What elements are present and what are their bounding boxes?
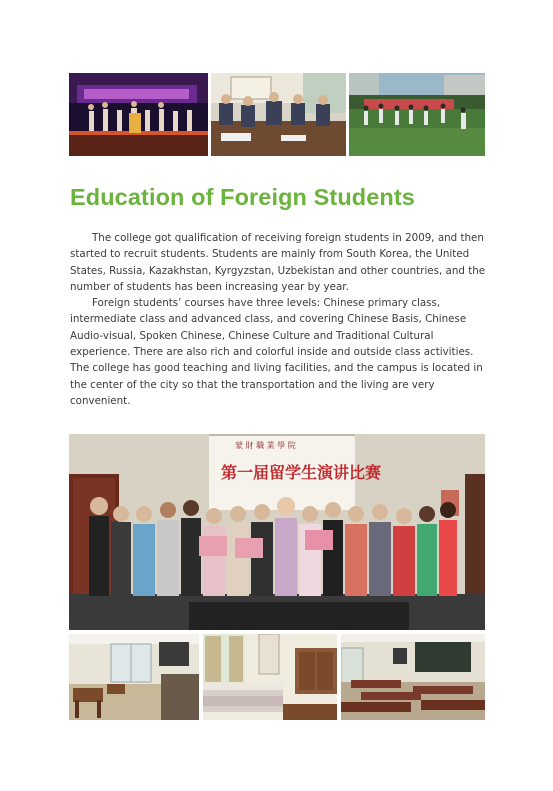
classroom-photo	[211, 73, 346, 156]
paragraph-2: Foreign students’ courses have three levels: Chinese primary class, intermediate class and advanced class, and covering Chinese Basis, Chinese Audio-visual, Spoken Chinese, Chinese Culture and Traditional Cultural experience. There are also rich and colorful inside and outside class activities. The college has good teaching and living facilities, and the campus is located in the center of the city so that the transportation and the living are very convenient.	[70, 297, 483, 407]
stage-performance-photo	[69, 73, 208, 156]
body-text	[70, 230, 490, 409]
banner-title: 第一届留学生演讲比赛	[221, 463, 382, 482]
study-room-photo	[341, 634, 485, 720]
page-title: Education of Foreign Students	[70, 184, 415, 210]
group-photo	[69, 434, 485, 630]
dormitory-photo	[203, 634, 337, 720]
paragraph-1: The college got qualification of receiving foreign students in 2009, and then started to recruit students. Students are mainly from South Korea, the United States, Russia, Kazakhstan, Kyrgyzstan, Uzbekistan and other countries, and the number of students has been increasing year by year.	[70, 232, 486, 293]
dining-hall-photo	[69, 634, 199, 720]
banner-logo-text: 蒙 財 職 業 學 院	[235, 441, 296, 450]
outdoor-exercise-photo	[349, 73, 485, 156]
